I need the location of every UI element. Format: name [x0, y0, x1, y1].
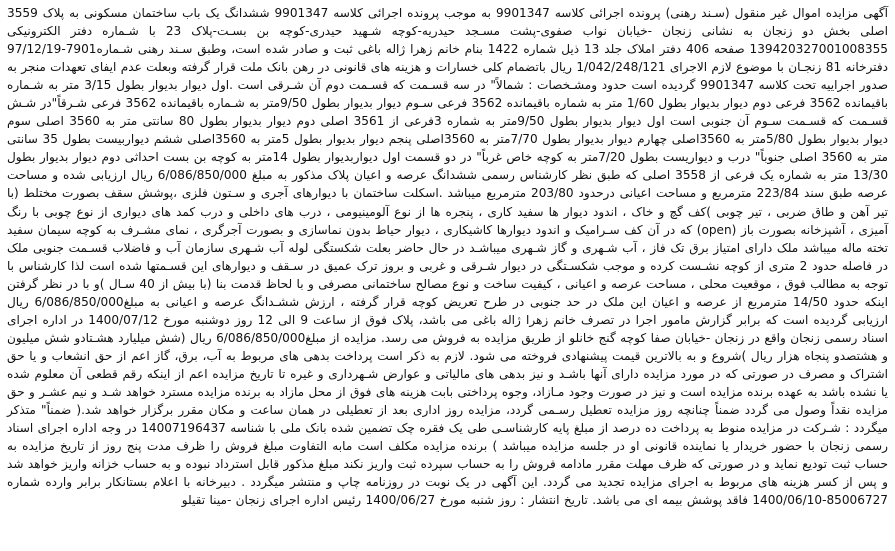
auction-notice-text: آگهی مزایده اموال غیر منقول (سـند رهنی) پرونده اجرائی کلاسه 9901347 به موجب پرونده اجرائی کلاسه 9901347 ششدانگ یک باب ساختمان مسکونی به پلاک 3559 اصلی بخش دو زنجان به نشانی زنجان -خیابان نواب صفوی-پشت مسـجد حیدریه-کوچه شـهید حیدری-کوچه بن بسـت-پلاک 23 با شـماره دفتر الکترونیکی 139420327001008355 صفحه 406 دفتر املاک جلد 13 ذیل شماره 1422 بنام خانم زهرا ژاله باغی ثبت و صادر شده است، وطبق سـند رهنی شـماره7901-97/12/19 دفترخانه 81 زنجـان با موضوع لازم الاجرای 1/042/248/121 ریال باتضمام کلی خسارات و هزینه های قانونی در رهن بانک ملت قرار گرفته وبعلت عدم ایفای تعهدات منجر به صدور اجراییه تحت کلاسه 9901347 گردیده است حدود ومشـخصات : شمالاً" در سه قسـمت که قسـمت دوم آن شـرقی است .اول دیوار بدیوار بطول 3/15 متر به شـماره باقیمانده 3562 فرعی دوم دیوار بدیوار بطول 1/60 متر به شماره باقیمانده 3562 فرعی سـوم دیوار بدیوار بطول 9/50متر به شـماره باقیمانده 3562 فرعی شـرقاً"در شـش قسـمت که قسـمت سـوم آن جنوبی است اول دیوار بدیوار بطول 9/50متر به شماره 3فرعی از 3561 اصلی دوم دیوار بدیوار بطول 80 سانتی متر به 3560 اصلی سوم دیوار بدیوار بطول 5/80متر به 3560اصلی چهارم دیوار بدیوار بطول 7/70متر به 3560اصلی پنجم دیوار بدیوار بطول 5متر به 3560اصلی ششم دیواربیست بطول 35 سانتی متر به 3560 اصلی جنوباً" درب و دیواریست بطول 7/20متر به کوچه خاص غرباً" در دو قسمت اول دیواربدیوار بطول 14متر به کوچه بن بست احداثی دوم دیوار بدیوار بطول 13/30 متر به شماره یک فرعی از 3558 اصلی که طبق نظر کارشناس رسمی ششدانگ عرصه و اعیان پلاک مذکور به مبلغ 6/086/850/000 ریال ارزیابی شده و مساحت عرصه طبق سند 223/84 مترمربع و مساحت اعیانی درحدود 203/80 مترمربع میباشد .اسکلت ساختمان با دیوارهای آجری و سـتون فلزی ،پوشش سقف بصورت مختلط (با تیر آهن و طاق ضربی ، تیر چوبی )کف گچ و خاک ، اندود دیوار ها سفید کاری ، پنجره ها از نوع آلومینیومی ، درب های داخلی و درب کمد های دیواری از نوع چوبی با رنگ آمیزی ، آشپزخانه بصورت باز (open) که در آن کف سـرامیک و اندود دیوارها کاشیکاری ، دیوار حیاط بدون نماسازی و بصورت آجرگری ، نمای مشـرف به کوچه سیمان سفید تخته ماله میباشد ملک دارای امتیاز برق تک فاز ، آب شـهری و گاز شـهری میباشـد در حال حاضر بعلت شکستگی لوله آب شـهری سازمان آب و فاضلاب قسـمت جنوبی ملک در فاصله حدود 2 متری از کوچه نشـست کرده و موجب شکسـتگی در دیوار شـرقی و غربی و بروز ترک عمیق در سـقف و دیوارهای این قسـمتها شده است لذا کارشناس با توجه به مطالب فوق ، موقعیت محلی ، مساحت عرصه و اعیانی ، کیفیت ساخت و نوع مصالح ساختمانی مصرفی و با لحاظ قدمت بنا (با بیش از 40 سـال )و با در نظر گرفتن اینکه حدود 14/50 مترمربع از عرصه و اعیان این ملک در حد جنوبی در طرح تعریض کوچه قرار گرفته ، ارزش ششـدانگ عرصه و اعیانی به مبلغ6/086/850/000 ریال ارزیابی گردیده است که برابر گزارش مامور اجرا در تصرف خانم زهرا ژاله باغی می باشد، پلاک فوق از ساعت 9 الی 12 روز دوشنبه مورخ 1400/07/12 در اداره اجرای اسناد رسمی زنجان واقع در زنجان -خیابان صفا کوچه گنج خانلو از طریق مزایده به فروش می رسد. مزایده از مبلغ6/086/850/000 ریال (شش میلیارد هشـتادو شش میلیون و هشتصدو پنجاه هزار ریال )شروع و به بالاترین قیمت پیشنهادی فروخته می شود. لازم به ذکر است پرداخت بدهی های مربوط به آب، برق، گاز اعم از حق انشعاب و یا حق اشتراک و مصرف در صورتی که در مورد مزایده دارای آنها باشـد و نیز بدهی های مالیاتی و عوارض شـهرداری و غیره تا تاریخ مزایده اعم از اینکه رقم قطعی آن معلوم شده یا نشده باشد به عهده برنده مزایده است و نیز در صورت وجود مـازاد، وجوه پرداختی بابت هزینه های فوق از محل مازاد به برنده مزایده مسترد خواهد شـد و نیم عشـر و حق مزایده نقداً وصول می گردد ضمناً چنانچه روز مزایده تعطیل رسـمی گردد، مزایده روز اداری بعد از تعطیلی در همان ساعت و مکان مقرر برگزار خواهد شد.( ضمناً" متذکر میگردد : شـرکت در مزایده منوط به پرداخت ده درصد از مبلغ پایه کارشناسـی طی یک فقره چک تضمین شده بانک ملی با شناسه 14007196437 در وجه اداره اجرای اسناد رسمی زنجان با حضور خریدار یا نماینده قانونی او در جلسه مزایده میباشد ) برنده مزایده مکلف است مابه التفاوت مبلغ فروش را ظرف مدت پنج روز از تاریخ مزایده به حساب ثبت تودیع نماید و در صورتی که ظرف مهلت مقرر مادامه فروش را به حساب سپرده ثبت واریز نکند مبلغ مذکور قابل استرداد نبوده و به حساب خزانه واریز خواهد شد و پس از کسر هزینه های مربوط به اجرای مزایده تجدید می گردد. این آگهی در یک نوبت در روزنامه چاپ و منتشر میگردد . دبیرخانه با اعلام بستانکار برابر وارده شماره 85006727-1400/06/10 فاقد پوشش بیمه ای می باشد. تاریخ انتشار : روز شنبه مورخ 1400/06/27 رئیس اداره اجرای زنجان -مینا تقیلو	[7, 6, 889, 508]
